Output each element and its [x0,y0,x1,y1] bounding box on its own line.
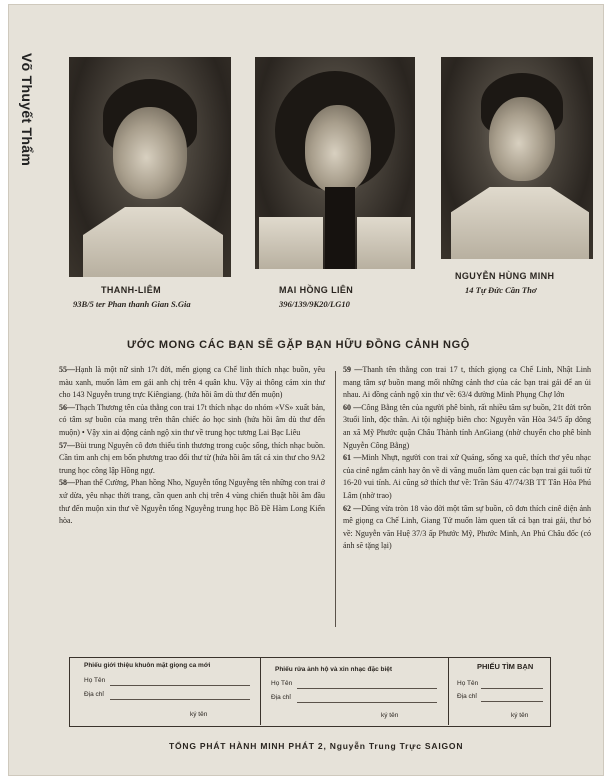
listing-number: 62 — [343,503,362,513]
listing-text: Bùi trung Nguyên cô đơn thiếu tình thương trong cuộc sống, thích nhạc buồn. Cần tìm anh chị em bốn phương trao đổi thư từ (hứa hồi âm tất cả xin thư cho 9A2 trung học công lập Hồng ngự. [59,440,325,475]
coupon-portrait[interactable] [70,658,260,725]
coupon-name-line[interactable] [110,685,250,686]
left-column [59,364,325,528]
coupon-strip [69,657,551,727]
magazine-page [8,4,604,776]
listing-text: Dũng vừa tròn 18 vào đời một tâm sự buồn, cô đơn thích cinê diện ảnh mê giọng ca Chế Linh, Giang Tử muốn làm quen tất cả bạn trai gái, thư bỏ về: Nguyễn văn Huệ 37/3 ấp Phước Mỹ, Phước Minh, An Phú Châu đốc (có ảnh sẽ tặng lại) [343,503,592,551]
section-heading: ƯỚC MONG CÁC BẠN SẼ GẶP BẠN HỮU ĐỒNG CẢNH NGỘ [127,339,470,351]
listing-58 [59,477,325,527]
side-label: Võ Thuyết Thẩm [19,53,35,167]
listing-number: 61 — [343,453,362,463]
column-divider [335,371,336,627]
listing-text: Phan thế Cường, Phan hồng Nho, Nguyễn tống Nguyễng tên những con trai ở xứ dừa, yêu nhạc thời trang, cần quen anh chị trên 4 vùng chiến thuật hồi âm đầu thư đến muộn xin thư về Nguyễn tống Nguyễng trung học Bồ Đề Hàm Long Kiến hòa. [59,478,325,526]
coupon-address-label: Địa chỉ [84,691,104,698]
coupon-name-label: Họ Tên [84,677,106,684]
listing-text: Minh Nhựt, người con trai xứ Quảng, sống xa quê, thích thơ yêu nhạc của cinê ngắm cảnh hay ôn về di vãng muốn làm quen các bạn trai gái tuổi từ 16-20 vui tính. Ai cũng sở thích thư về: Trần Sáu 47/74/3B TT Tân Hòa Phú Lâm (nhờ trao) [343,453,591,500]
listing-59 [343,364,591,402]
coupon-address-line[interactable] [481,701,543,702]
coupon-address-line[interactable] [297,702,437,703]
coupon-name-line[interactable] [481,688,543,689]
coupon-sign-label: ký tên [190,711,208,718]
coupon-title: PHIẾU TÌM BẠN [477,662,534,671]
coupon-name-line[interactable] [297,688,437,689]
listing-text: Công Bằng tên của người phê bình, rất nhiều tâm sự buồn, 21t đời trôn 3tuổi lính, độc thân. Ai tội nghiệp biên cho: Nguyễn văn Hòa 34/5 ấp dông an xã Mỹ Phước quận Châu Thành tỉnh AnGiang (nhờ chuyển cho phê bình Nguyễn Công Bằng) [343,402,591,450]
coupon-address-label: Địa chỉ [457,693,477,700]
photo-2-name: MAI HỒNG LIÊN [279,285,354,295]
portrait-photo-2 [255,57,415,269]
listing-56 [59,402,325,440]
listing-55 [59,364,325,402]
coupon-title: Phiếu rửa ảnh hộ và xin nhạc đặc biệt [275,666,393,673]
coupon-photo-request[interactable] [261,658,448,725]
listing-60 [343,402,591,452]
coupon-name-label: Họ Tên [457,680,479,687]
listing-number: 59 — [343,365,363,374]
footer-distributor: TỔNG PHÁT HÀNH MINH PHÁT 2, Nguyễn Trung Trực SAIGON [169,741,464,751]
listing-number: 58— [59,478,75,488]
photo-1-address: 93B/5 ter Phan thanh Gian S.Gia [73,299,191,309]
coupon-find-friend[interactable] [449,658,550,725]
right-column [343,364,591,553]
listing-61 [343,452,591,502]
photo-1-name: THANH-LIÊM [101,285,161,295]
listing-62 [343,503,591,553]
listing-number: 56— [59,402,75,412]
photo-3-name: NGUYỄN HÙNG MINH [455,271,555,281]
portrait-photo-1 [69,57,231,277]
listing-57 [59,440,325,478]
listing-number: 60 — [343,402,362,412]
listing-number: 57— [59,440,75,450]
photo-3-address: 14 Tự Đức Cần Thơ [465,285,537,295]
listing-text: Thanh tên thằng con trai 17 t, thích giọng ca Chế Linh, Nhật Linh mang tâm sự buồn mang mối những cảnh thơ của các bạn trai gái để an ủi nhau. Ai đồng cảnh ngộ xin thư về: 63/4 đường Minh Phụng Chợ lớn [343,365,591,400]
coupon-name-label: Họ Tên [271,680,293,687]
listing-number: 55— [59,365,75,374]
coupon-address-line[interactable] [110,699,250,700]
listing-text: Hạnh là một nữ sinh 17t đời, mến giọng ca Chế linh thích nhạc buồn, yêu màu xanh, muốn làm em gái anh chị trên 4 quân khu. Vậy ai thông cảm xin thư cho 143 Nguyễn trung trực Kiêngiang. (hứa hồi âm dù thư đến muộn) [59,365,325,400]
listing-text: Thạch Thương tên của thằng con trai 17t thích nhạc do nhóm «VS» xuất bản, có tâm sự buồn của mang trên thân chiếc áo học sinh (hứa hồi âm dù thư đến muộn) • Vậy xin ai động cảnh ngộ xin thư về trung học tương Lai Bạc Liêu [59,402,325,437]
coupon-sign-label: ký tên [511,712,529,719]
coupon-address-label: Địa chỉ [271,694,291,701]
photo-2-address: 396/139/9K20/LG10 [279,299,350,309]
portrait-photo-3 [441,57,593,259]
coupon-sign-label: ký tên [381,712,399,719]
coupon-title: Phiếu giới thiệu khuôn mặt giọng ca mới [84,662,211,669]
